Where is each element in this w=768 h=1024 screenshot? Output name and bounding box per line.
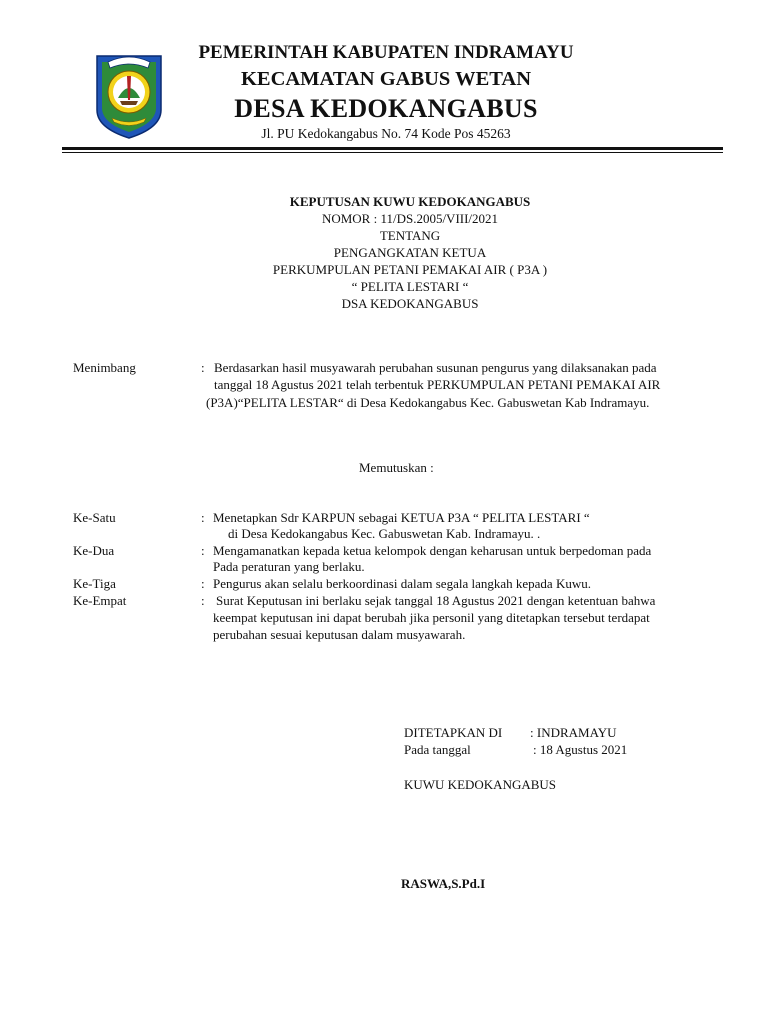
decree-number: NOMOR : 11/DS.2005/VIII/2021 — [321, 211, 499, 226]
signature-date-value: : 18 Agustus 2021 — [533, 742, 628, 757]
letterhead-village: DESA KEDOKANGABUS — [234, 94, 538, 123]
letterhead-address: Jl. PU Kedokangabus No. 74 Kode Pos 45263 — [261, 126, 511, 141]
menimbang-text-2: tanggal 18 Agustus 2021 telah terbentuk PERKUMPULAN PETANI PEMAKAI AIR — [214, 377, 661, 392]
menimbang-text-1: Berdasarkan hasil musyawarah perubahan susunan pengurus yang dilaksanakan pada — [214, 360, 657, 375]
item-satu-text-1: Menetapkan Sdr KARPUN sebagai KETUA P3A “ PELITA LESTARI “ — [213, 510, 590, 525]
menimbang-text-3: (P3A)“PELITA LESTAR“ di Desa Kedokangabus Kec. Gabuswetan Kab Indramayu. — [206, 395, 650, 410]
decree-about: TENTANG — [379, 228, 441, 243]
regency-coat-of-arms-icon — [94, 48, 164, 140]
item-dua-text-1: Mengamanatkan kepada ketua kelompok dengan keharusan untuk berpedoman pada — [213, 543, 652, 558]
letterhead-government: PEMERINTAH KABUPATEN INDRAMAYU — [198, 42, 574, 63]
decree-organization: PERKUMPULAN PETANI PEMAKAI AIR ( P3A ) — [272, 262, 548, 277]
item-satu-colon: : — [201, 510, 205, 525]
item-empat-colon: : — [201, 593, 205, 608]
item-tiga-text-1: Pengurus akan selalu berkoordinasi dalam segala langkah kepada Kuwu. — [213, 576, 591, 591]
decree-group-name: “ PELITA LESTARI “ — [351, 279, 469, 294]
menimbang-colon: : — [201, 360, 205, 375]
signature-office: KUWU KEDOKANGABUS — [404, 777, 557, 792]
signature-date-label: Pada tanggal — [404, 742, 471, 757]
item-tiga-colon: : — [201, 576, 205, 591]
decree-title: KEPUTUSAN KUWU KEDOKANGABUS — [289, 194, 531, 209]
item-empat-text-3: perubahan sesuai keputusan dalam musyawarah. — [213, 627, 466, 642]
item-satu-text-2: di Desa Kedokangabus Kec. Gabuswetan Kab. Indramayu. . — [228, 526, 541, 541]
memutuskan-heading: Memutuskan : — [359, 460, 434, 475]
item-tiga-label: Ke-Tiga — [73, 576, 116, 591]
menimbang-label: Menimbang — [73, 360, 136, 375]
letterhead-district: KECAMATAN GABUS WETAN — [240, 68, 532, 90]
item-dua-label: Ke-Dua — [73, 543, 115, 558]
item-satu-label: Ke-Satu — [73, 510, 116, 525]
signature-place-value: : INDRAMAYU — [530, 725, 617, 740]
decree-village: DSA KEDOKANGABUS — [341, 296, 479, 311]
letterhead-rule-thin — [62, 152, 723, 153]
signature-name: RASWA,S.Pd.I — [401, 876, 486, 891]
signature-place-label: DITETAPKAN DI — [404, 725, 503, 740]
item-empat-text-2: keempat keputusan ini dapat berubah jika personil yang ditetapkan tersebut terdapat — [213, 610, 650, 625]
item-empat-label: Ke-Empat — [73, 593, 127, 608]
item-empat-text-1: Surat Keputusan ini berlaku sejak tanggal 18 Agustus 2021 dengan ketentuan bahwa — [216, 593, 656, 608]
item-dua-colon: : — [201, 543, 205, 558]
letterhead-rule-thick — [62, 147, 723, 150]
item-dua-text-2: Pada peraturan yang berlaku. — [213, 559, 365, 574]
decree-subject: PENGANGKATAN KETUA — [333, 245, 487, 260]
